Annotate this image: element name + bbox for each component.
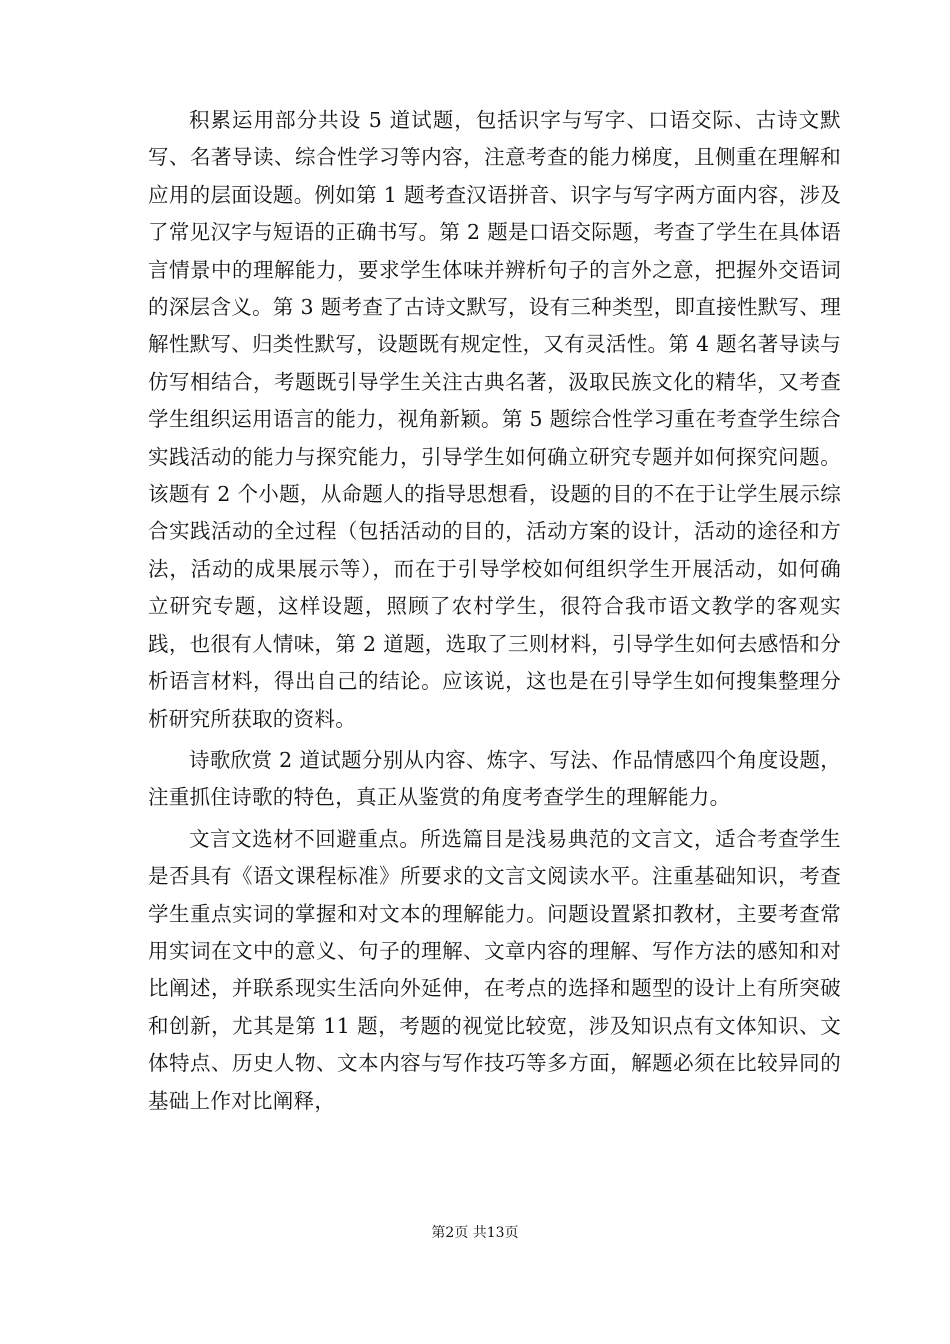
paragraph-poetry: 诗歌欣赏 2 道试题分别从内容、炼字、写法、作品情感四个角度设题，注重抓住诗歌的特色，真正从鉴赏的角度考查学生的理解能力。	[148, 747, 841, 810]
paragraph-accumulation: 积累运用部分共设 5 道试题，包括识字与写字、口语交际、古诗文默写、名著导读、综合性学习等内容，注意考查的能力梯度，且侧重在理解和应用的层面设题。例如第 1 题考查汉语拼音、识字与写字两方面内容，涉及了常见汉字与短语的正确书写。第 2 题是口语交际题，考查了学生在具体语言情景中的理解能力，要求学生体味并辨析句子的言外之意，把握外交语词的深层含义。第 3 题考查了古诗文默写，设有三种类型，即直接性默写、理解性默写、归类性默写，设题既有规定性，又有灵活性。第 4 题名著导读与仿写相结合，考题既引导学生关注古典名著，汲取民族文化的精华，又考查学生组织运用语言的能力，视角新颖。第 5 题综合性学习重在考查学生综合实践活动的能力与探究能力，引导学生如何确立研究专题并如何探究问题。该题有 2 个小题，从命题人的指导思想看，设题的目的不在于让学生展示综合实践活动的全过程（包括活动的目的，活动方案的设计，活动的途径和方法，活动的成果展示等），而在于引导学校如何组织学生开展活动，如何确立研究专题，这样设题，照顾了农村学生，很符合我市语文教学的客观实践，也很有人情味，第 2 道题，选取了三则材料，引导学生如何去感悟和分析语言材料，得出自己的结论。应该说，这也是在引导学生如何搜集整理分析研究所获取的资料。	[148, 108, 841, 731]
document-body	[148, 102, 841, 1120]
page-number-footer: 第2页 共13页	[431, 1225, 519, 1241]
paragraph-classical-chinese: 文言文选材不回避重点。所选篇目是浅易典范的文言文，适合考查学生是否具有《语文课程标准》所要求的文言文阅读水平。注重基础知识，考查学生重点实词的掌握和对文本的理解能力。问题设置紧扣教材，主要考查常用实词在文中的意义、句子的理解、文章内容的理解、写作方法的感知和对比阐述，并联系现实生活向外延伸，在考点的选择和题型的设计上有所突破和创新，尤其是第 11 题，考题的视觉比较宽，涉及知识点有文体知识、文体特点、历史人物、文本内容与写作技巧等多方面，解题必须在比较异同的基础上作对比阐释，	[148, 826, 841, 1113]
